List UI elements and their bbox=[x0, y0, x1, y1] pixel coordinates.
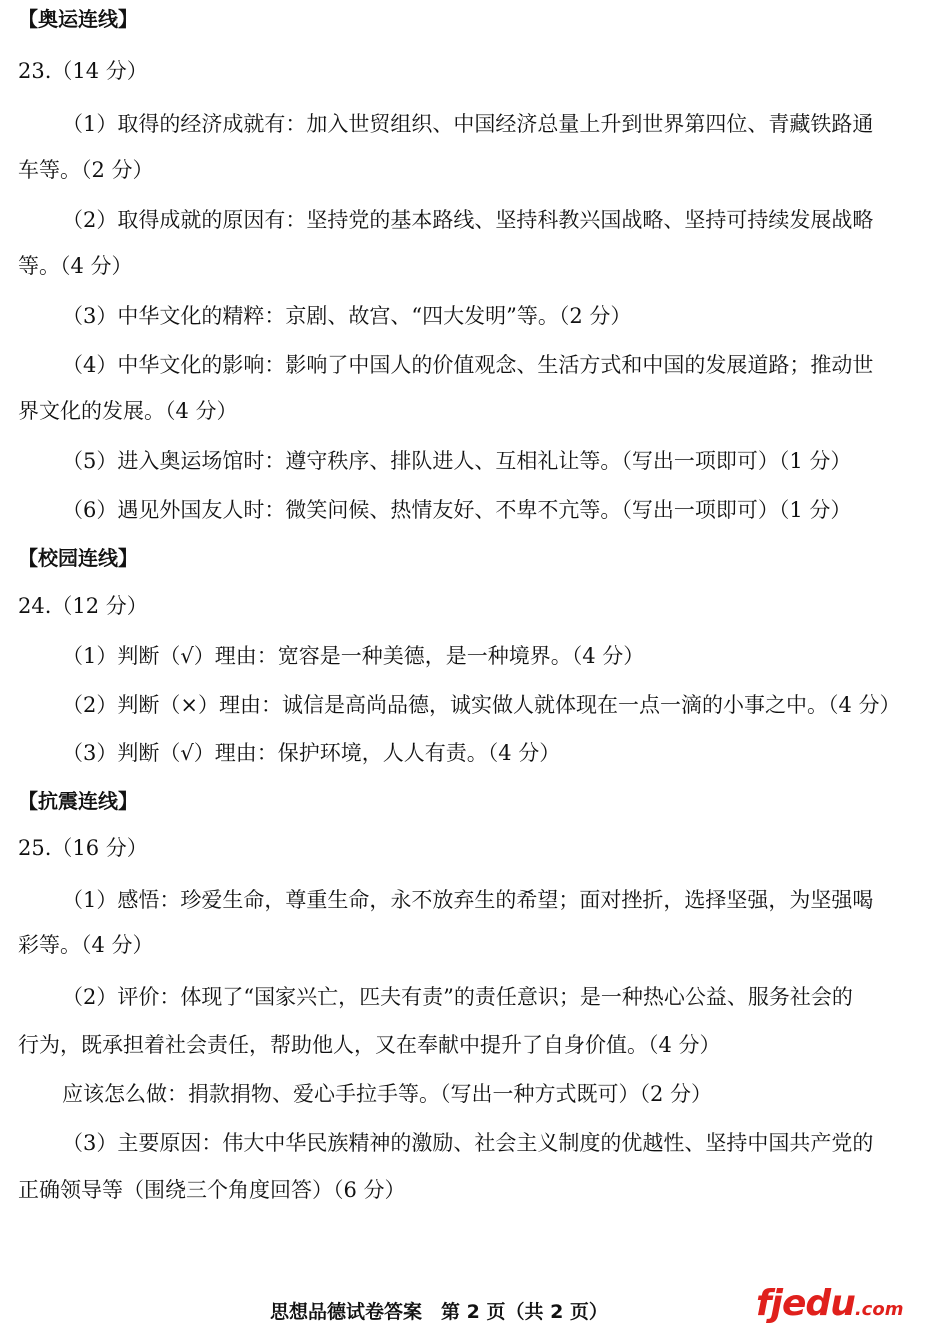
watermark-domain-text: .com bbox=[854, 1299, 904, 1320]
q25-answer-3-cont: 正确领导等（围绕三个角度回答）（6 分） bbox=[18, 1178, 406, 1202]
q23-answer-1: （1）取得的经济成就有：加入世贸组织、中国经济总量上升到世界第四位、青藏铁路通 bbox=[62, 112, 874, 136]
q25-answer-2-action: 应该怎么做：捐款捐物、爱心手拉手等。（写出一种方式既可）（2 分） bbox=[62, 1082, 713, 1106]
q24-answer-1: （1）判断（√）理由：宽容是一种美德，是一种境界。（4 分） bbox=[62, 644, 645, 668]
q24-answer-3: （3）判断（√）理由：保护环境，人人有责。（4 分） bbox=[62, 741, 561, 765]
page-footer: 思想品德试卷答案 第 2 页（共 2 页） bbox=[270, 1301, 608, 1323]
q25-answer-3: （3）主要原因：伟大中华民族精神的激励、社会主义制度的优越性、坚持中国共产党的 bbox=[62, 1131, 874, 1155]
section-heading-campus: 【校园连线】 bbox=[18, 546, 138, 570]
q23-answer-2: （2）取得成就的原因有：坚持党的基本路线、坚持科教兴国战略、坚持可持续发展战略 bbox=[62, 208, 874, 232]
q23-answer-4: （4）中华文化的影响：影响了中国人的价值观念、生活方式和中国的发展道路；推动世 bbox=[62, 353, 874, 377]
q25-answer-1: （1）感悟：珍爱生命，尊重生命，永不放弃生的希望；面对挫折，选择坚强，为坚强喝 bbox=[62, 888, 874, 912]
question-25-header: 25.（16 分） bbox=[18, 836, 148, 860]
q23-answer-6: （6）遇见外国友人时：微笑问候、热情友好、不卑不亢等。（写出一项即可）（1 分） bbox=[62, 498, 852, 522]
q25-answer-2: （2）评价：体现了“国家兴亡，匹夫有责”的责任意识；是一种热心公益、服务社会的 bbox=[62, 985, 853, 1009]
question-24-header: 24.（12 分） bbox=[18, 594, 148, 618]
section-heading-olympics: 【奥运连线】 bbox=[18, 7, 138, 31]
q23-answer-4-cont: 界文化的发展。（4 分） bbox=[18, 399, 238, 423]
q25-answer-1-cont: 彩等。（4 分） bbox=[18, 933, 154, 957]
watermark-logo bbox=[756, 1283, 903, 1324]
q25-answer-2-cont: 行为，既承担着社会责任，帮助他人，又在奉献中提升了自身价值。（4 分） bbox=[18, 1033, 721, 1057]
q23-answer-5: （5）进入奥运场馆时：遵守秩序、排队进人、互相礼让等。（写出一项即可）（1 分） bbox=[62, 449, 852, 473]
section-heading-earthquake: 【抗震连线】 bbox=[18, 789, 138, 813]
q23-answer-2-cont: 等。（4 分） bbox=[18, 254, 133, 278]
watermark-main-text: fjedu bbox=[756, 1283, 855, 1324]
question-23-header: 23.（14 分） bbox=[18, 59, 148, 83]
q23-answer-1-cont: 车等。（2 分） bbox=[18, 158, 154, 182]
q24-answer-2: （2）判断（×）理由：诚信是高尚品德，诚实做人就体现在一点一滴的小事之中。（4 分） bbox=[62, 693, 901, 717]
q23-answer-3: （3）中华文化的精粹：京剧、故宫、“四大发明”等。（2 分） bbox=[62, 304, 632, 328]
